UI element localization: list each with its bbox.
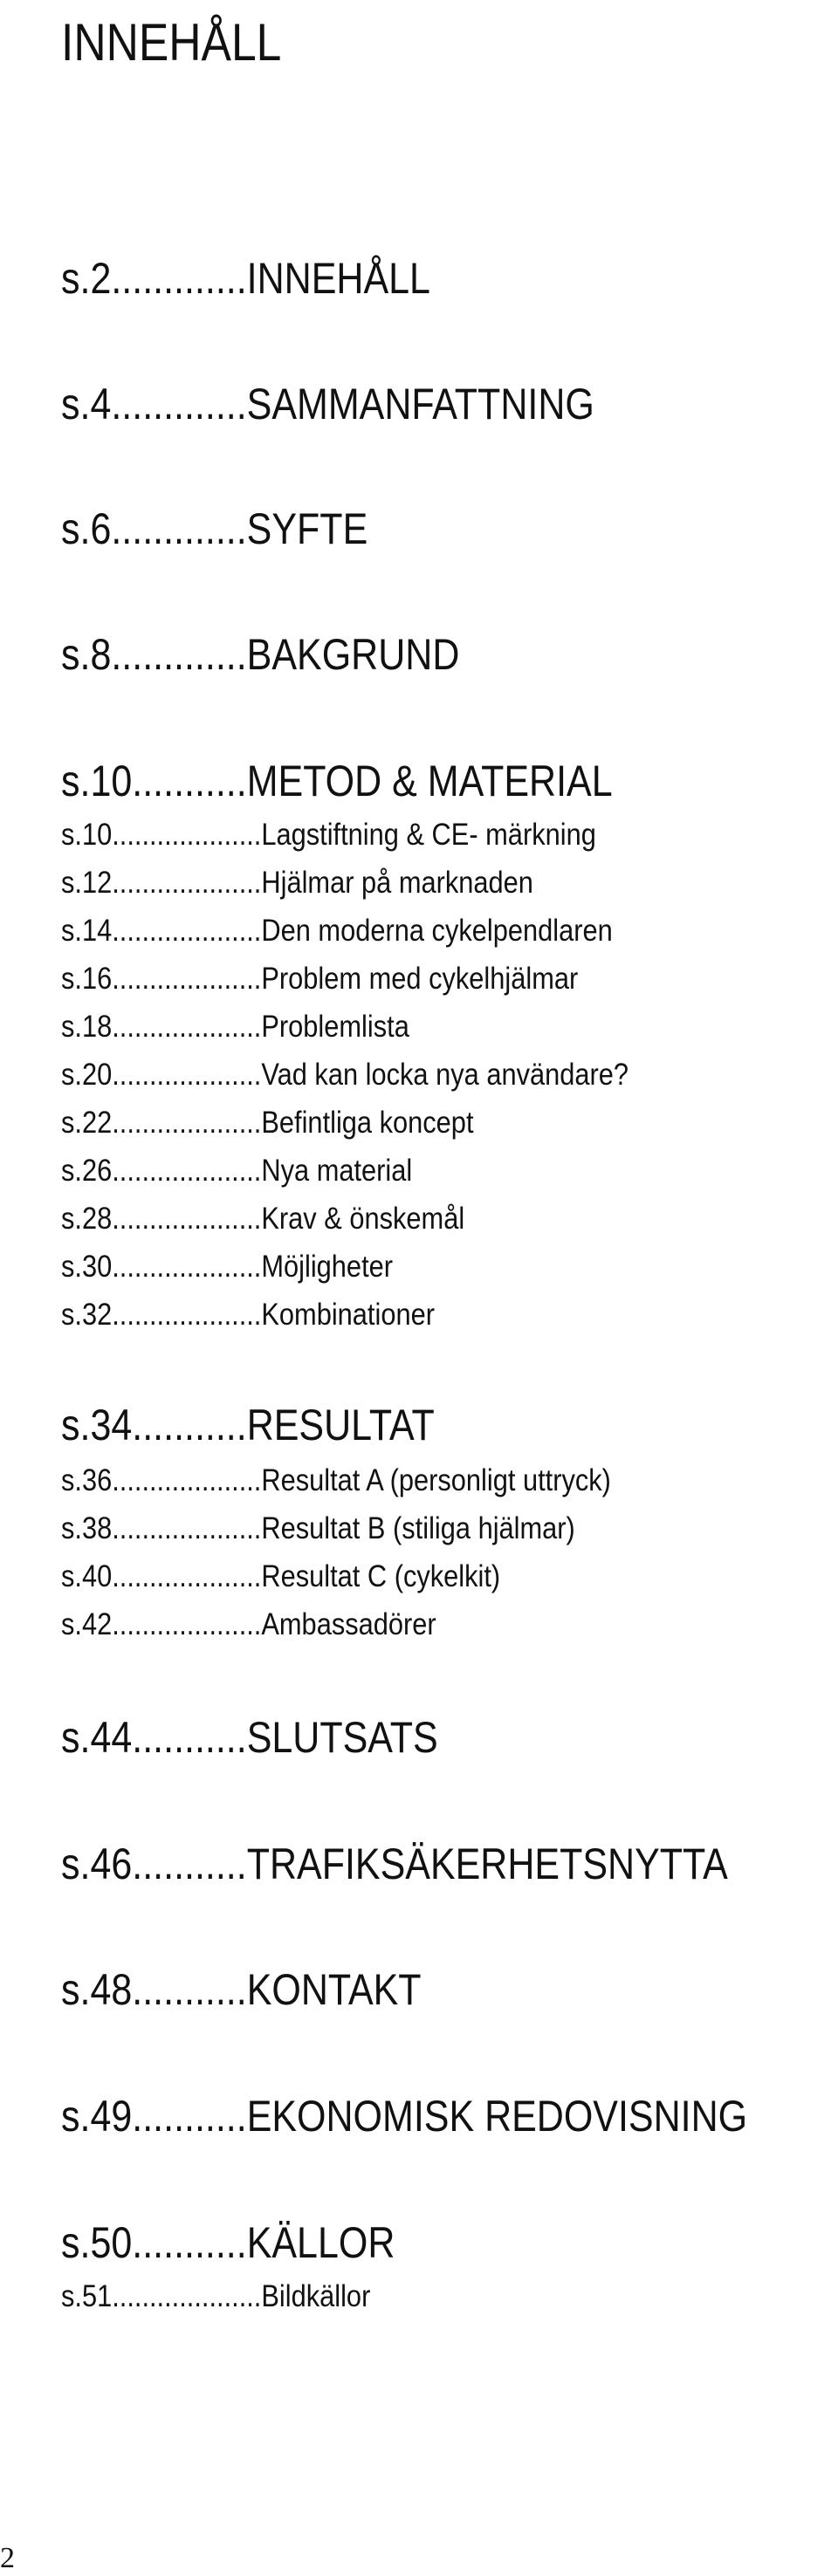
toc-subentry-resultat-a[interactable]: s.36....................Resultat A (personligt uttryck) [61,1463,611,1497]
toc-subentry-mojligheter[interactable]: s.30....................Möjligheter [61,1250,394,1284]
toc-subentry-problemlista[interactable]: s.18....................Problemlista [61,1010,409,1044]
toc-entry-slutsats[interactable]: s.44...........SLUTSATS [61,1713,438,1762]
toc-subentry-hjalmar-marknaden[interactable]: s.12....................Hjälmar på marknaden [61,866,533,900]
toc-subentry-befintliga-koncept[interactable]: s.22....................Befintliga koncept [61,1106,474,1140]
toc-entry-trafiksakerhetsnytta[interactable]: s.46...........TRAFIKSÄKERHETSNYTTA [61,1840,728,1888]
toc-subentry-resultat-b[interactable]: s.38....................Resultat B (stiliga hjälmar) [61,1511,575,1545]
toc-subentry-locka-anvandare[interactable]: s.20....................Vad kan locka nya användare? [61,1058,629,1092]
toc-entry-syfte[interactable]: s.6.............SYFTE [61,504,368,553]
toc-subentry-resultat-c[interactable]: s.40....................Resultat C (cykelkit) [61,1559,501,1593]
toc-subentry-kombinationer[interactable]: s.32....................Kombinationer [61,1298,435,1332]
toc-subentry-problem-cykelhjalmar[interactable]: s.16....................Problem med cykelhjälmar [61,962,579,996]
toc-entry-bakgrund[interactable]: s.8.............BAKGRUND [61,630,460,679]
page-number: 2 [0,2542,15,2574]
page-title: INNEHÅLL [61,13,282,72]
toc-entry-metod-material[interactable]: s.10...........METOD & MATERIAL [61,757,613,805]
toc-entry-kontakt[interactable]: s.48...........KONTAKT [61,1965,422,2014]
toc-subentry-cykelpendlaren[interactable]: s.14....................Den moderna cykelpendlaren [61,914,613,948]
toc-entry-sammanfattning[interactable]: s.4.............SAMMANFATTNING [61,380,594,428]
toc-entry-ekonomisk-redovisning[interactable]: s.49...........EKONOMISK REDOVISNING [61,2092,748,2141]
toc-subentry-bildkallor[interactable]: s.51....................Bildkällor [61,2279,371,2313]
toc-subentry-ambassadorer[interactable]: s.42....................Ambassadörer [61,1607,436,1641]
toc-entry-resultat[interactable]: s.34...........RESULTAT [61,1401,435,1449]
toc-subentry-krav-onskemal[interactable]: s.28....................Krav & önskemål [61,1202,465,1236]
toc-subentry-lagstiftning[interactable]: s.10....................Lagstiftning & CE- märkning [61,818,596,852]
toc-entry-kallor[interactable]: s.50...........KÄLLOR [61,2218,395,2267]
toc-subentry-nya-material[interactable]: s.26....................Nya material [61,1154,413,1188]
toc-entry-innehall[interactable]: s.2.............INNEHÅLL [61,254,430,303]
